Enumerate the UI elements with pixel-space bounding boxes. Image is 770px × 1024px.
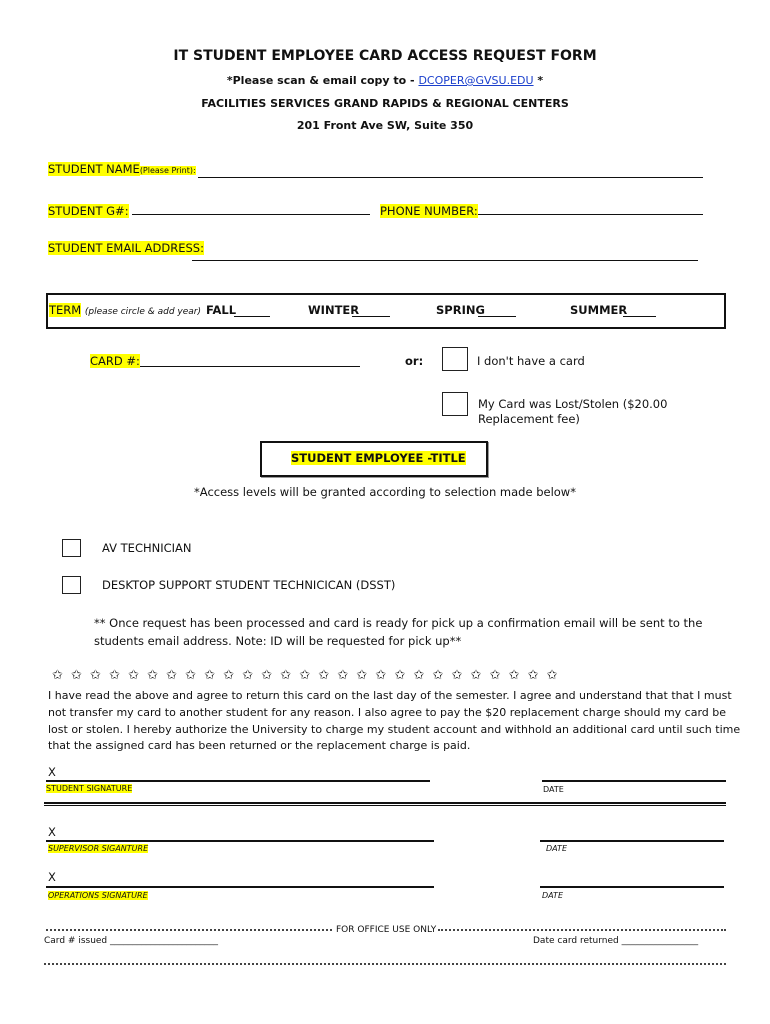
pickup-note-line2: students email address. Note: ID will be requested for pick up**: [94, 634, 462, 648]
operations-signature-label: [48, 891, 148, 900]
office-dots-right: [438, 929, 726, 931]
section-divider: [44, 802, 726, 804]
email-link[interactable]: DCOPER@GVSU.EDU: [418, 74, 534, 87]
term-spring-line[interactable]: [478, 316, 516, 317]
date-returned-field[interactable]: Date card returned _________________: [533, 936, 699, 946]
av-technician-checkbox[interactable]: [62, 539, 81, 557]
term-summer-line[interactable]: [623, 316, 656, 317]
agreement-line3: lost or stolen. I hereby authorize the University to charge my student account and withhold an additional card until such time: [48, 723, 741, 736]
scan-instruction: [0, 74, 770, 87]
card-number-line[interactable]: [140, 366, 360, 367]
term-winter[interactable]: WINTER: [308, 303, 360, 317]
title-box-text: STUDENT EMPLOYEE -TITLE: [291, 451, 466, 465]
operations-date-line[interactable]: [540, 886, 724, 888]
agreement-line1: I have read the above and agree to return this card on the last day of the semester. I agree and understand that that I must: [48, 689, 732, 702]
supervisor-signature-text: SUPERVISOR SIGANTURE: [48, 844, 149, 853]
supervisor-date-label: DATE: [546, 844, 567, 853]
av-technician-label: AV TECHNICIAN: [102, 541, 192, 555]
phone-label: [380, 204, 478, 218]
star-divider: ✩ ✩ ✩ ✩ ✩ ✩ ✩ ✩ ✩ ✩ ✩ ✩ ✩ ✩ ✩ ✩ ✩ ✩ ✩ ✩ ✩ ✩ ✩ ✩ ✩ ✩ ✩: [52, 668, 558, 683]
lost-card-line1: My Card was Lost/Stolen ($20.00: [478, 397, 668, 411]
student-g-label: [48, 204, 129, 218]
lost-card-line2: Replacement fee): [478, 412, 580, 426]
term-label: [49, 303, 201, 317]
access-note: *Access levels will be granted according to selection made below*: [194, 485, 576, 499]
supervisor-date-line[interactable]: [540, 840, 724, 842]
title-box-label: [291, 451, 466, 465]
dsst-checkbox[interactable]: [62, 576, 81, 594]
student-signature-label: [46, 784, 132, 793]
student-signature-line[interactable]: [46, 780, 430, 782]
operations-date-label: DATE: [542, 891, 563, 900]
office-use-label: FOR OFFICE USE ONLY: [336, 925, 437, 935]
office-dots-bottom: [44, 963, 726, 965]
agreement-line4: that the assigned card has been returned or the replacement charge is paid.: [48, 739, 471, 752]
card-text: CARD #:: [90, 354, 140, 368]
operations-signature-line[interactable]: [46, 886, 434, 888]
term-winter-line[interactable]: [352, 316, 390, 317]
or-label: or:: [405, 354, 424, 368]
card-issued-field[interactable]: Card # issued ________________________: [44, 936, 219, 946]
scan-prefix: *Please scan & email copy to -: [226, 74, 419, 87]
phone-line[interactable]: [478, 214, 703, 215]
student-name-note: (Please Print):: [139, 166, 196, 175]
term-summer[interactable]: SUMMER: [570, 303, 628, 317]
scan-suffix: *: [533, 74, 544, 87]
student-g-line[interactable]: [132, 214, 370, 215]
supervisor-x-mark: X: [48, 825, 56, 839]
phone-text: PHONE NUMBER:: [380, 204, 478, 218]
operations-x-mark: X: [48, 870, 56, 884]
term-fall-line[interactable]: [234, 316, 270, 317]
term-spring[interactable]: SPRING: [436, 303, 485, 317]
supervisor-signature-line[interactable]: [46, 840, 434, 842]
student-date-line[interactable]: [542, 780, 726, 782]
student-x-mark: X: [48, 765, 56, 779]
supervisor-signature-label: [48, 844, 148, 853]
term-text: TERM: [49, 303, 82, 317]
no-card-checkbox[interactable]: [442, 347, 468, 371]
email-label: [48, 241, 204, 255]
student-g-text: STUDENT G#:: [48, 204, 129, 218]
agreement-line2: not transfer my card to another student for any reason. I also agree to pay the $20 replacement charge should my card be: [48, 706, 727, 719]
card-label: [90, 354, 140, 368]
term-note: (please circle & add year): [84, 307, 202, 317]
student-date-label: DATE: [543, 785, 564, 794]
student-name-line[interactable]: [198, 177, 703, 178]
department-line: FACILITIES SERVICES GRAND RAPIDS & REGIONAL CENTERS: [201, 97, 569, 110]
lost-card-checkbox[interactable]: [442, 392, 468, 416]
address-line: 201 Front Ave SW, Suite 350: [296, 119, 474, 132]
student-name-text: STUDENT NAME: [48, 162, 140, 176]
term-fall[interactable]: FALL: [206, 303, 237, 317]
operations-signature-text: OPERATIONS SIGNATURE: [48, 891, 148, 900]
email-text: STUDENT EMAIL ADDRESS:: [48, 241, 204, 255]
form-title: IT STUDENT EMPLOYEE CARD ACCESS REQUEST FORM: [173, 48, 597, 64]
office-dots-left: [46, 929, 332, 931]
email-line[interactable]: [192, 260, 698, 261]
student-signature-text: STUDENT SIGNATURE: [46, 784, 133, 793]
section-divider-thin: [44, 805, 726, 806]
pickup-note-line1: ** Once request has been processed and card is ready for pick up a confirmation email will be sent to the: [94, 616, 703, 630]
dsst-label: DESKTOP SUPPORT STUDENT TECHNICICAN (DSST): [102, 578, 396, 592]
no-card-label: I don't have a card: [477, 354, 585, 368]
student-name-label: [48, 162, 196, 176]
